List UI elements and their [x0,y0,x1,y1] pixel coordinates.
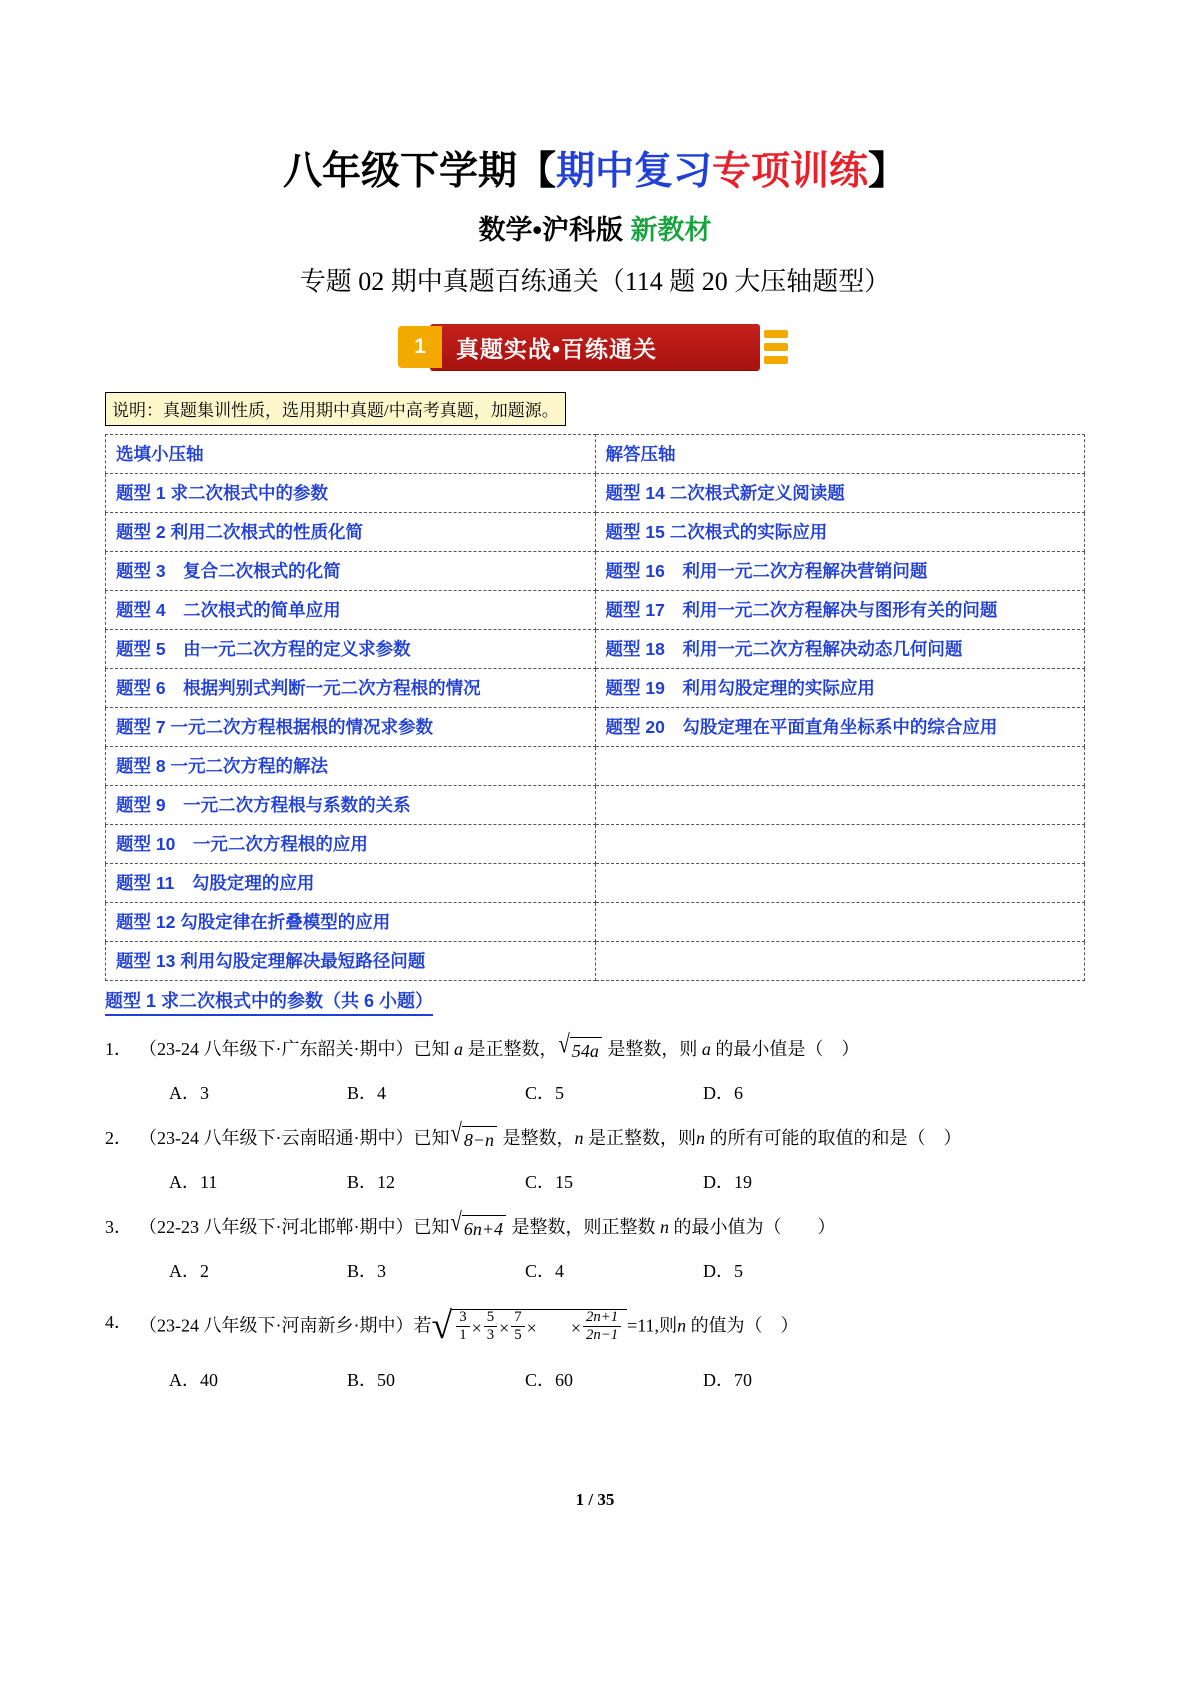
question-text-a: 已知 [413,1127,450,1148]
topic-item: 题型 9 一元二次方程根与系数的关系 [106,786,596,825]
question-2-options [139,1168,1085,1194]
question-4 [105,1304,1085,1347]
fraction-denominator: 3 [486,1326,495,1343]
page-footer: 1 / 35 [575,1490,615,1509]
radical-sign-icon: √ [450,1208,462,1237]
fraction-numerator: 2n+1 [583,1309,621,1327]
question-1-options [139,1079,1085,1105]
radical-sign-icon: √ [431,1304,453,1347]
fraction-numerator: 3 [456,1309,469,1327]
note-text: 说明：真题集训性质，选用期中真题/中高考真题，加题源。 [105,392,566,426]
question-number: 3． [105,1216,132,1237]
fraction-denominator: 5 [514,1326,522,1343]
question-text-c: 是整数，则 [602,1039,702,1059]
fraction-denominator: 1 [459,1326,467,1343]
times-sign-3: × [526,1318,537,1339]
topic-item: 题型 20 勾股定理在平面直角坐标系中的综合应用 [595,708,1085,747]
table-row-header [106,435,1085,474]
topic-item: 题型 2 利用二次根式的性质化简 [106,513,596,552]
radical-sign-icon: √ [450,1119,462,1148]
question-text-c: 的值为（ ） [686,1315,799,1336]
topic-item: 题型 13 利用勾股定理解决最短路径问题 [106,942,596,981]
question-variable-2: n [696,1127,705,1148]
table-row [106,942,1085,981]
option-b[interactable]: B．50 [347,1369,396,1390]
topic-item: 题型 15 二次根式的实际应用 [595,513,1085,552]
table-row [106,513,1085,552]
page-content [105,0,1085,1392]
question-body [139,1030,1085,1065]
question-text-d: 的最小值是（ ） [710,1039,860,1059]
question-text-b: 是整数，则正整数 [507,1216,660,1237]
sqrt-expression [558,1030,601,1065]
question-source: （23-24 八年级下·云南昭通·期中） [139,1127,414,1148]
option-d[interactable]: D．70 [703,1369,752,1390]
table-row [106,903,1085,942]
question-text-b: 是正整数， [462,1039,558,1059]
banner-stripes-icon [764,330,788,364]
question-text-d: 的所有可能的取值的和是（ ） [705,1127,962,1148]
option-d[interactable]: D．5 [703,1260,743,1281]
option-d[interactable]: D．19 [703,1171,752,1192]
option-d[interactable]: D．6 [703,1082,743,1103]
topic-item: 题型 8 一元二次方程的解法 [106,747,596,786]
sqrt-expression-big [431,1304,627,1347]
col1-header: 选填小压轴 [106,435,596,474]
fraction-numerator: 7 [511,1309,524,1327]
question-variable-2: a [701,1039,711,1059]
topic-item-empty [595,864,1085,903]
subtitle-edition: 新教材 [630,215,712,245]
times-sign-2: × [499,1318,510,1339]
radicand [452,1309,627,1346]
note-row [105,370,1085,426]
question-text-c: 是正整数，则 [583,1127,696,1148]
page-topic-line: 专题 02 期中真题百练通关（114 题 20 大压轴题型） [299,267,891,296]
option-c[interactable]: C．60 [525,1369,574,1390]
question-text-b: 是整数， [498,1127,575,1148]
fraction-1 [456,1309,469,1343]
topic-index-table [105,434,1085,981]
question-3 [105,1208,1085,1243]
table-row [106,474,1085,513]
question-2 [105,1119,1085,1154]
topic-item-empty [595,942,1085,981]
radicand: 54a [570,1037,602,1065]
topic-item: 题型 3 复合二次根式的化简 [106,552,596,591]
question-variable: a [453,1039,463,1059]
option-a[interactable]: A．3 [169,1082,209,1103]
topic-item: 题型 6 根据判别式判断一元二次方程根的情况 [106,669,596,708]
section-heading: 题型 1 求二次根式中的参数（共 6 小题） [105,987,433,1016]
title-part-2: 期中复习 [555,150,712,193]
question-variable: n [660,1216,669,1237]
topic-item: 题型 17 利用一元二次方程解决与图形有关的问题 [595,591,1085,630]
radical-sign-icon: √ [558,1030,570,1059]
topic-item: 题型 1 求二次根式中的参数 [106,474,596,513]
question-number: 4． [105,1311,132,1332]
option-c[interactable]: C．4 [525,1260,565,1281]
question-3-options [139,1257,1085,1283]
topic-item: 题型 14 二次根式新定义阅读题 [595,474,1085,513]
fraction-3 [511,1309,524,1343]
table-row [106,552,1085,591]
option-a[interactable]: A．2 [169,1260,209,1281]
question-number: 1． [105,1039,132,1059]
question-1 [105,1030,1085,1065]
question-variable: n [574,1127,584,1148]
option-c[interactable]: C．5 [525,1082,565,1103]
fraction-denominator: 2n−1 [585,1326,619,1343]
table-row [106,708,1085,747]
question-4-options [139,1366,1085,1392]
topic-item-empty [595,825,1085,864]
question-source: （23-24 八年级下·广东韶关·期中） [139,1039,414,1059]
fraction-2 [484,1309,497,1343]
section-banner [414,324,760,370]
topic-item: 题型 12 勾股定律在折叠模型的应用 [106,903,596,942]
title-part-3: 专项训练 [712,150,869,193]
option-a[interactable]: A．40 [169,1369,218,1390]
radicand: 8−n [462,1126,497,1154]
table-row [106,825,1085,864]
question-variable: n [677,1315,687,1336]
question-text-mid: 则 [659,1315,678,1336]
table-row [106,591,1085,630]
table-row [106,864,1085,903]
section-heading-row [105,981,1085,1016]
topic-item: 题型 19 利用勾股定理的实际应用 [595,669,1085,708]
question-number: 2． [105,1127,132,1148]
option-b[interactable]: B．4 [347,1082,387,1103]
question-source: （23-24 八年级下·河南新乡·期中） [139,1315,414,1336]
title-part-4: 】 [868,150,908,193]
banner-container [105,324,1085,370]
option-b[interactable]: B．3 [347,1260,387,1281]
col2-header: 解答压轴 [595,435,1085,474]
question-text-a: 已知 [413,1039,454,1059]
topic-item: 题型 5 由一元二次方程的定义求参数 [106,630,596,669]
topic-item-empty [595,747,1085,786]
times-sign-1: × [471,1318,482,1339]
sqrt-expression [450,1208,506,1243]
question-text-a: 若 [413,1315,432,1336]
radicand: 6n+4 [462,1215,506,1243]
topic-item-empty [595,903,1085,942]
topic-item: 题型 16 利用一元二次方程解决营销问题 [595,552,1085,591]
page-subtitle [105,208,1085,247]
topic-item: 题型 10 一元二次方程根的应用 [106,825,596,864]
sqrt-expression [450,1119,497,1154]
question-text-a: 已知 [413,1216,450,1237]
times-sign-4: × [570,1318,581,1339]
option-a[interactable]: A．11 [169,1171,218,1192]
table-row [106,669,1085,708]
table-row [106,747,1085,786]
question-text-b: =11, [627,1315,660,1336]
topic-item: 题型 4 二次根式的简单应用 [106,591,596,630]
topic-item-empty [595,786,1085,825]
table-row [106,786,1085,825]
question-text-c: 的最小值为（ ） [669,1216,836,1237]
table-row [106,630,1085,669]
question-body [139,1304,1085,1347]
title-part-1: 八年级下学期【 [282,150,556,193]
topic-item: 题型 7 一元二次方程根据根的情况求参数 [106,708,596,747]
option-c[interactable]: C．15 [525,1171,574,1192]
option-b[interactable]: B．12 [347,1171,396,1192]
fraction-numerator: 5 [484,1309,497,1327]
question-body [139,1119,1085,1154]
page-title [105,140,1085,196]
banner-label: 真题实战•百练通关 [456,335,658,362]
topic-item: 题型 11 勾股定理的应用 [106,864,596,903]
fraction-4 [583,1309,621,1343]
subtitle-subject: 数学•沪科版 [478,215,623,245]
banner-number-badge: 1 [398,326,442,368]
question-body [139,1208,1085,1243]
topic-item: 题型 18 利用一元二次方程解决动态几何问题 [595,630,1085,669]
question-source: （22-23 八年级下·河北邯郸·期中） [139,1216,414,1237]
